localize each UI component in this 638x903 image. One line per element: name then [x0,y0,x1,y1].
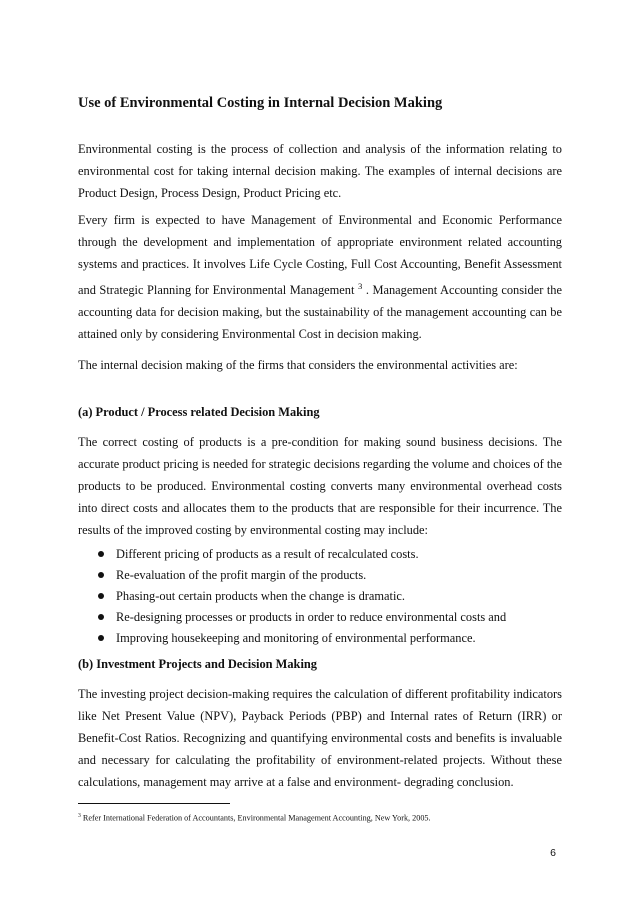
firm-paragraph [78,210,562,346]
list-item-text: Phasing-out certain products when the change is dramatic. [116,589,406,603]
page-number: 6 [550,847,556,859]
firm-paragraph-main: Every firm is expected to have Management of Environmental and Economic Performance through the development and implementation of appropriate environment related accounting systems and practices. It involves Life Cycle Costing, Full Cost Accounting, Benefit Assessment and Strategic Planning for Environmental Management [78,213,562,297]
footnote-number: 3 [78,813,81,819]
footnote-text: Refer International Federation of Accountants, Environmental Management Accounting, New York, 2005. [80,813,431,823]
list-item-text: Different pricing of products as a result of recalculated costs. [116,547,419,561]
product-paragraph: The correct costing of products is a pre-condition for making sound business decisions. The accurate product pricing is needed for strategic decisions regarding the volume and choices of the products to be produced. Environmental costing converts many environmental overhead costs into direct costs and allocates them to the products that are responsible for their incurrence. The results of the improved costing by environmental costing may include: [78,435,562,537]
list-item [78,565,558,586]
list-item-text: Re-designing processes or products in order to reduce environmental costs and [116,610,507,624]
footnote-divider [78,803,230,804]
firm-paragraph-tail: . Management Accounting consider the accounting data for decision making, but the sustainability of the management accounting can be attained only by considering Environmental Cost in decision making. [78,282,562,341]
bullet-icon [98,593,104,599]
footnote [78,809,562,826]
results-list [78,544,558,649]
internal-decisions-intro: The internal decision making of the firms that considers the environmental activities are: [78,358,518,372]
heading-product-process: (a) Product / Process related Decision Making [78,405,320,419]
bullet-icon [98,551,104,557]
list-item [78,586,558,607]
list-item [78,544,558,565]
heading-investment-projects: (b) Investment Projects and Decision Making [78,657,317,671]
bullet-icon [98,635,104,641]
page-title: Use of Environmental Costing in Internal Decision Making [78,95,443,111]
list-item-text: Improving housekeeping and monitoring of environmental performance. [116,631,476,645]
list-item [78,607,558,628]
list-item [78,628,558,649]
bullet-icon [98,572,104,578]
investment-paragraph: The investing project decision-making requires the calculation of different profitability indicators like Net Present Value (NPV), Payback Periods (PBP) and Internal rates of Return (IRR) or Benefit-Cost Ratios. Recognizing and quantifying environmental costs and benefits is invaluable and necessary for calculating the profitability of environment-related projects. Without these calculations, management may arrive at a false and environment- degrading conclusion. [78,687,562,789]
intro-paragraph: Environmental costing is the process of collection and analysis of the information relating to environmental cost for taking internal decision making. The examples of internal decisions are Product Design, Process Design, Product Pricing etc. [78,142,562,200]
footnote-reference: 3 [357,280,363,291]
bullet-icon [98,614,104,620]
list-item-text: Re-evaluation of the profit margin of the products. [116,568,367,582]
